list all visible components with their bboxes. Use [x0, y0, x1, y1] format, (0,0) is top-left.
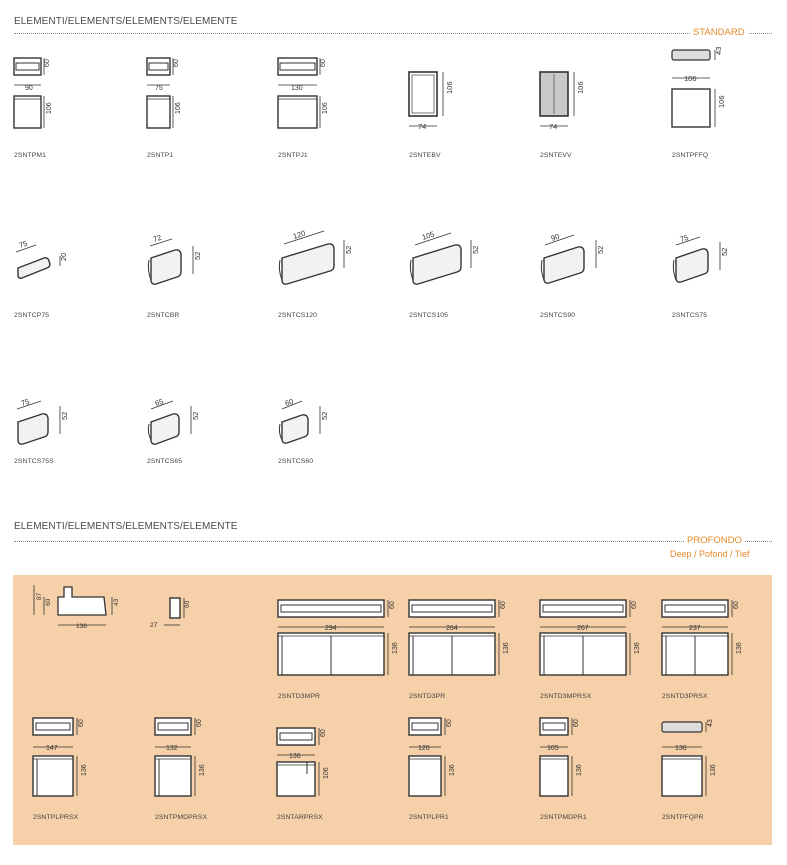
height-label: 52 [344, 245, 353, 254]
depth-label: 60 [320, 729, 327, 737]
cushion-drawing [147, 232, 217, 296]
width-label: 75 [678, 232, 690, 244]
element-code: 2SNTP1 [147, 152, 174, 159]
seat-depth-label: 136 [199, 764, 206, 776]
cushion-drawing [278, 398, 348, 458]
element-code: 2SNTPM1 [14, 152, 47, 159]
depth-label: 60 [78, 719, 85, 727]
module-code: 2SNTPLPR1 [409, 814, 449, 821]
module-code: 2SNTPMDPR1 [540, 814, 587, 821]
width-label: 267 [577, 625, 589, 632]
depth-label: 60 [320, 59, 327, 67]
sofa-drawing [278, 600, 414, 690]
width-label: 90 [25, 85, 33, 92]
seat-depth-label: 136 [392, 642, 399, 654]
width-label: 237 [689, 625, 701, 632]
sofa-drawing [662, 600, 758, 690]
cushion-code: 2SNTCS120 [278, 312, 318, 319]
height-label: 43 [714, 46, 723, 55]
width-label: 74 [549, 122, 558, 131]
profile-small-drawing [150, 598, 200, 638]
cushion-code: 2SNTCS75 [672, 312, 708, 319]
width-label: 130 [291, 85, 303, 92]
seat-depth-label: 106 [175, 102, 182, 114]
width-label: 72 [151, 232, 163, 244]
depth-label: 106 [717, 95, 726, 108]
sofa-code: 2SNTD3MPR [278, 693, 321, 700]
width-label: 136 [675, 745, 687, 752]
width-label: 75 [19, 396, 31, 408]
depth-label: 60 [631, 601, 638, 609]
arm-height-label: 43 [113, 598, 120, 606]
section-divider [14, 33, 772, 34]
cushion-code: 2SNTCS90 [540, 312, 576, 319]
element-drawing [14, 58, 74, 138]
sofa-code: 2SNTD3PRSX [662, 693, 708, 700]
width-label: 136 [289, 753, 301, 760]
module-drawing [409, 718, 471, 818]
element-code: 2SNTPJ1 [278, 152, 308, 159]
depth-label: 60 [389, 601, 396, 609]
seat-depth-label: 136 [449, 764, 456, 776]
cushion-drawing [278, 228, 368, 298]
element-drawing [147, 58, 197, 138]
element-drawing [409, 72, 459, 142]
width-label: 147 [46, 745, 58, 752]
seat-depth-label: 136 [81, 764, 88, 776]
cushion-code: 2SNTCS105 [409, 312, 449, 319]
width-label: 106 [684, 74, 697, 83]
depth-label: 136 [76, 623, 87, 630]
seat-height-label: 60 [45, 598, 52, 606]
height-label: 52 [596, 245, 605, 254]
cushion-code: 2SNTCS75S [14, 458, 54, 465]
width-label: 65 [153, 396, 165, 408]
seat-depth-label: 136 [634, 642, 641, 654]
cushion-code: 2SNTCBR [147, 312, 180, 319]
width-label: 120 [291, 228, 307, 241]
width-label: 75 [17, 238, 29, 250]
width-label: 132 [166, 745, 178, 752]
module-code: 2SNTARPRSX [277, 814, 323, 821]
cushion-code: 2SNTCP75 [14, 312, 50, 319]
module-drawing [662, 718, 732, 818]
cushion-code: 2SNTCS65 [147, 458, 183, 465]
width-label: 294 [325, 625, 337, 632]
seat-depth-label: 136 [736, 642, 743, 654]
element-drawing [278, 58, 348, 138]
seat-depth-label: 106 [322, 102, 329, 114]
height-label: 52 [193, 251, 202, 260]
element-code: 2SNTEBV [409, 152, 441, 159]
height-label: 106 [576, 81, 585, 94]
seat-depth-label: 136 [576, 764, 583, 776]
height-label: 52 [720, 247, 729, 256]
width-label: 74 [418, 122, 427, 131]
cushion-drawing [540, 232, 620, 302]
module-drawing [540, 718, 598, 818]
small-depth-label: 60 [184, 600, 191, 608]
depth-label: 60 [173, 59, 180, 67]
section-badge-profondo: PROFONDO [684, 535, 745, 546]
depth-label: 60 [446, 719, 453, 727]
module-code: 2SNTPMDPRSX [155, 814, 208, 821]
section-badge-standard: STANDARD [690, 27, 748, 38]
depth-label: 60 [500, 601, 507, 609]
width-label: 75 [155, 85, 163, 92]
small-width-label: 27 [150, 622, 158, 629]
width-label: 105 [420, 229, 436, 242]
width-label: 120 [418, 745, 430, 752]
sofa-code: 2SNTD3PR [409, 693, 446, 700]
cushion-drawing [147, 398, 217, 458]
depth-label: 60 [196, 719, 203, 727]
seat-depth-label: 136 [503, 642, 510, 654]
height-label: 52 [320, 411, 329, 420]
module-drawing [277, 718, 345, 818]
height-label: 20 [59, 252, 68, 261]
height-label: 52 [471, 245, 480, 254]
profile-drawing [30, 585, 140, 645]
cushion-drawing [14, 240, 84, 290]
depth-label: 60 [573, 719, 580, 727]
element-code: 2SNTEVV [540, 152, 572, 159]
element-drawing [672, 46, 732, 140]
height-total-label: 87 [36, 592, 43, 600]
sofa-drawing [409, 600, 525, 690]
cushion-drawing [409, 230, 499, 300]
depth-label: 60 [44, 59, 51, 67]
width-label: 264 [446, 625, 458, 632]
height-label: 52 [191, 411, 200, 420]
width-label: 105 [547, 745, 559, 752]
cushion-drawing [672, 234, 742, 304]
sofa-drawing [540, 600, 656, 690]
section-title-standard: ELEMENTI/ELEMENTS/ELEMENTS/ELEMENTE [14, 16, 238, 27]
module-code: 2SNTPLPRSX [33, 814, 79, 821]
cushion-code: 2SNTCS60 [278, 458, 314, 465]
cushion-drawing [14, 398, 84, 458]
module-drawing [33, 718, 103, 818]
module-drawing [155, 718, 221, 818]
sofa-code: 2SNTD3MPRSX [540, 693, 592, 700]
section-divider [14, 541, 772, 542]
depth-label: 60 [733, 601, 740, 609]
seat-depth-label: 136 [710, 764, 717, 776]
height-label: 52 [60, 411, 69, 420]
section-title-profondo: ELEMENTI/ELEMENTS/ELEMENTS/ELEMENTE [14, 521, 238, 532]
width-label: 90 [549, 231, 561, 243]
element-drawing [540, 72, 590, 142]
height-label: 106 [445, 81, 454, 94]
element-code: 2SNTPFFQ [672, 152, 709, 159]
height-label: 43 [707, 719, 714, 727]
section-subtitle-profondo: Deep / Pofond / Tief [670, 549, 750, 559]
width-label: 60 [283, 396, 295, 408]
seat-depth-label: 106 [323, 767, 330, 779]
module-code: 2SNTPFQPR [662, 814, 704, 821]
seat-depth-label: 106 [46, 102, 53, 114]
